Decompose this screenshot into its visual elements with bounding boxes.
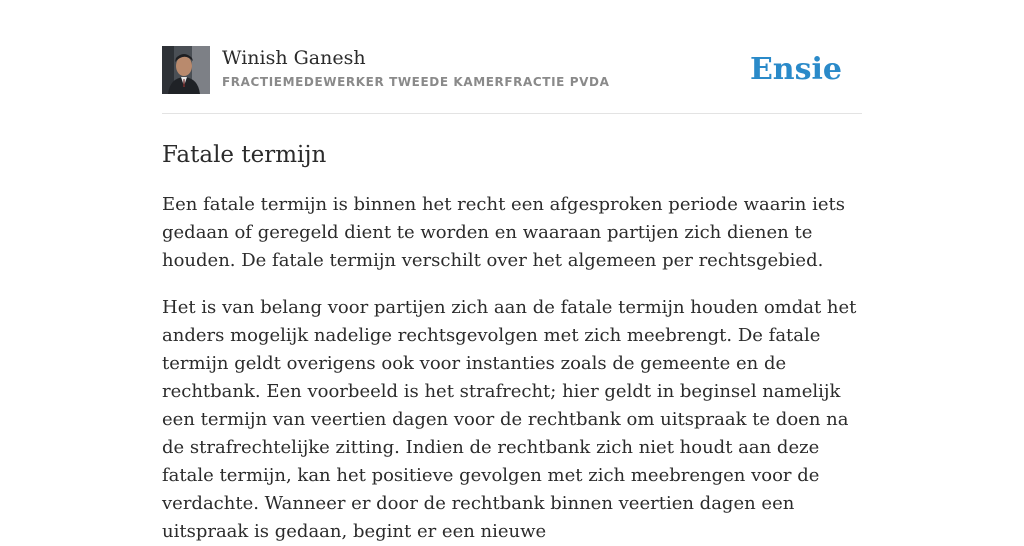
author-header	[162, 46, 862, 114]
author-role: FRACTIEMEDEWERKER TWEEDE KAMERFRACTIE PVDA	[222, 75, 610, 89]
brand-logo[interactable]: Ensie	[749, 52, 842, 87]
avatar-photo	[162, 46, 210, 94]
content-column	[162, 46, 862, 546]
author-name[interactable]: Winish Ganesh	[222, 47, 366, 69]
article-title: Fatale termijn	[162, 142, 327, 168]
article-paragraph: Een fatale termijn is binnen het recht een afgesproken periode waarin iets gedaan of geregeld dient te worden en waaraan partijen zich dienen te houden. De fatale termijn verschilt over het algemeen per rechtsgebied.	[162, 194, 845, 271]
article-paragraph: Het is van belang voor partijen zich aan de fatale termijn houden omdat het anders mogelijk nadelige rechtsgevolgen met zich meebrengt. De fatale termijn geldt overigens ook voor instanties zoals de gemeente en de rechtbank. Een voorbeeld is het strafrecht; hier geldt in beginsel namelijk een termijn van veertien dagen voor de rechtbank om uitspraak te doen na de strafrechtelijke zitting. Indien de rechtbank zich niet houdt aan deze fatale termijn, kan het positieve gevolgen met zich meebrengen voor de verdachte. Wanneer er door de rechtbank binnen veertien dagen een uitspraak is gedaan, begint er een nieuwe	[162, 297, 857, 542]
avatar[interactable]	[162, 46, 210, 94]
